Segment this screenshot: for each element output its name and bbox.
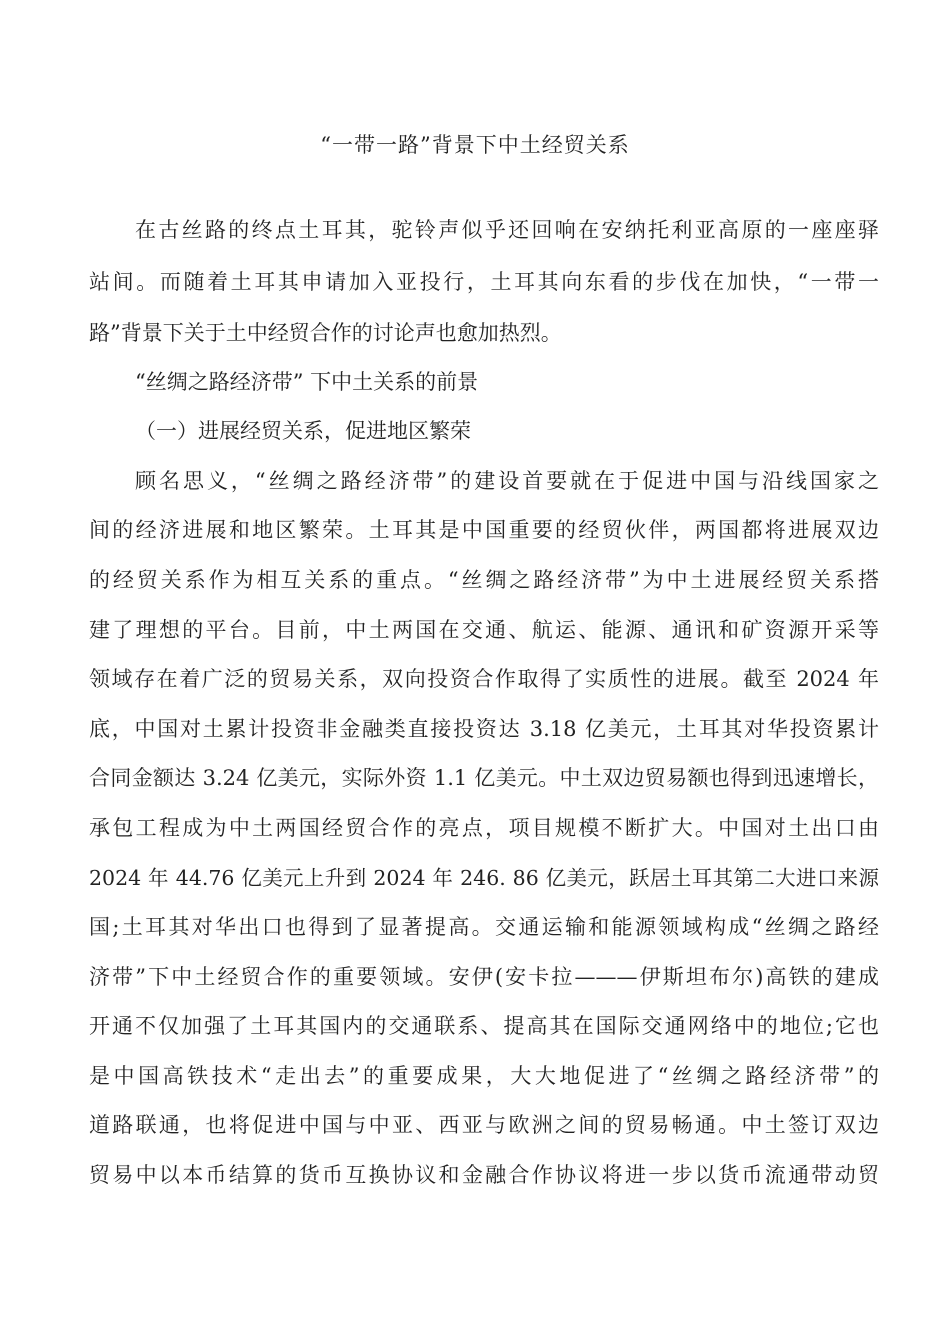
body-line-1: 顾名思义，“丝绸之路经济带”的建设首要就在于促进中国与沿线国家之: [135, 469, 879, 493]
body-line-11: 济带”下中土经贸合作的重要领域。安伊(安卡拉———伊斯坦布尔)高铁的建成: [89, 965, 879, 989]
body-line-4: 建了理想的平台。目前，中土两国在交通、航运、能源、通讯和矿资源开采等: [89, 618, 879, 642]
body-line-12: 开通不仅加强了土耳其国内的交通联系、提高其在国际交通网络中的地位;它也: [89, 1014, 879, 1038]
body-line-6: 底，中国对土累计投资非金融类直接投资达 3.18 亿美元，土耳其对华投资累计: [89, 717, 879, 741]
body-line-5: 领域存在着广泛的贸易关系，双向投资合作取得了实质性的进展。截至 2024 年: [89, 667, 879, 691]
body-line-15: 贸易中以本币结算的货币互换协议和金融合作协议将进一步以货币流通带动贸: [89, 1163, 879, 1187]
body-line-10: 国;土耳其对华出口也得到了显著提高。交通运输和能源领域构成“丝绸之路经: [89, 915, 879, 939]
intro-line-2: 站间。而随着土耳其申请加入亚投行，土耳其向东看的步伐在加快，“一带一: [89, 270, 879, 294]
subsection-heading: （一）进展经贸关系，促进地区繁荣: [135, 419, 471, 443]
document-title: “一带一路”背景下中土经贸关系: [320, 133, 630, 157]
body-line-13: 是中国高铁技术“走出去”的重要成果，大大地促进了“丝绸之路经济带”的: [89, 1064, 879, 1088]
body-line-9: 2024 年 44.76 亿美元上升到 2024 年 246. 86 亿美元，跃居土耳其第二大进口来源: [89, 866, 879, 890]
section-heading: “丝绸之路经济带” 下中土关系的前景: [135, 370, 479, 394]
body-line-2: 间的经济进展和地区繁荣。土耳其是中国重要的经贸伙伴，两国都将进展双边: [89, 518, 879, 542]
body-line-14: 道路联通，也将促进中国与中亚、西亚与欧洲之间的贸易畅通。中土签订双边: [89, 1113, 879, 1137]
body-line-3: 的经贸关系作为相互关系的重点。“丝绸之路经济带”为中土进展经贸关系搭: [89, 568, 879, 592]
body-line-8: 承包工程成为中土两国经贸合作的亮点，项目规模不断扩大。中国对土出口由: [89, 816, 879, 840]
intro-line-1: 在古丝路的终点土耳其，驼铃声似乎还回响在安纳托利亚高原的一座座驿: [135, 218, 879, 242]
intro-line-3: 路”背景下关于土中经贸合作的讨论声也愈加热烈。: [89, 321, 562, 345]
body-line-7: 合同金额达 3.24 亿美元，实际外资 1.1 亿美元。中土双边贸易额也得到迅速增长，: [89, 766, 879, 790]
